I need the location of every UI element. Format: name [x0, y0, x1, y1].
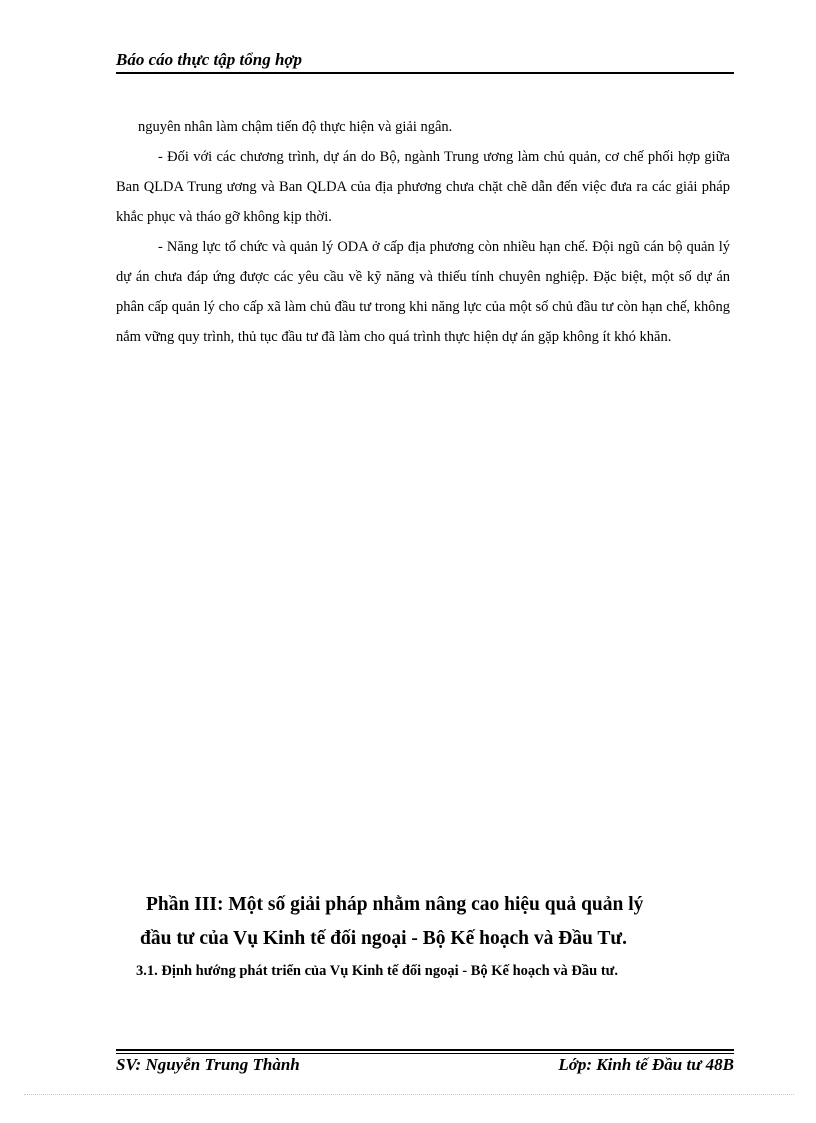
- paragraph-continuation: nguyên nhân làm chậm tiến độ thực hiện và giải ngân.: [138, 119, 453, 135]
- section-heading-line2: đầu tư của Vụ Kinh tế đối ngoại - Bộ Kế hoạch và Đầu Tư.: [140, 928, 627, 949]
- body-text: [116, 112, 730, 352]
- footer-student: SV: Nguyễn Trung Thành: [116, 1055, 300, 1074]
- subsection-heading: 3.1. Định hướng phát triển của Vụ Kinh tế đối ngoại - Bộ Kế hoạch và Đầu tư.: [136, 963, 618, 979]
- section-heading: [140, 888, 730, 956]
- page-edge-divider: [24, 1094, 794, 1095]
- footer-class: Lớp: Kinh tế Đầu tư 48B: [558, 1055, 734, 1074]
- paragraph-coordination: - Đối với các chương trình, dự án do Bộ, ngành Trung ương làm chủ quản, cơ chế phối hợp giữa Ban QLDA Trung ương và Ban QLDA của địa phương chưa chặt chẽ dẫn đến việc đưa ra các giải pháp khắc phục và tháo gỡ không kịp thời.: [116, 149, 730, 225]
- footer-divider: [116, 1049, 734, 1054]
- paragraph-capacity: - Năng lực tổ chức và quản lý ODA ở cấp địa phương còn nhiều hạn chế. Đội ngũ cán bộ quản lý dự án chưa đáp ứng được các yêu cầu về kỹ năng và thiếu tính chuyên nghiệp. Đặc biệt, một số dự án phân cấp quản lý cho cấp xã làm chủ đầu tư trong khi năng lực của một số chủ đầu tư còn hạn chế, không nắm vững quy trình, thủ tục đầu tư đã làm cho quá trình thực hiện dự án gặp không ít khó khăn.: [116, 239, 730, 345]
- page-header: [116, 50, 734, 74]
- section-heading-line1: Phần III: Một số giải pháp nhằm nâng cao hiệu quả quản lý: [146, 894, 644, 915]
- report-title: Báo cáo thực tập tổng hợp: [116, 50, 303, 69]
